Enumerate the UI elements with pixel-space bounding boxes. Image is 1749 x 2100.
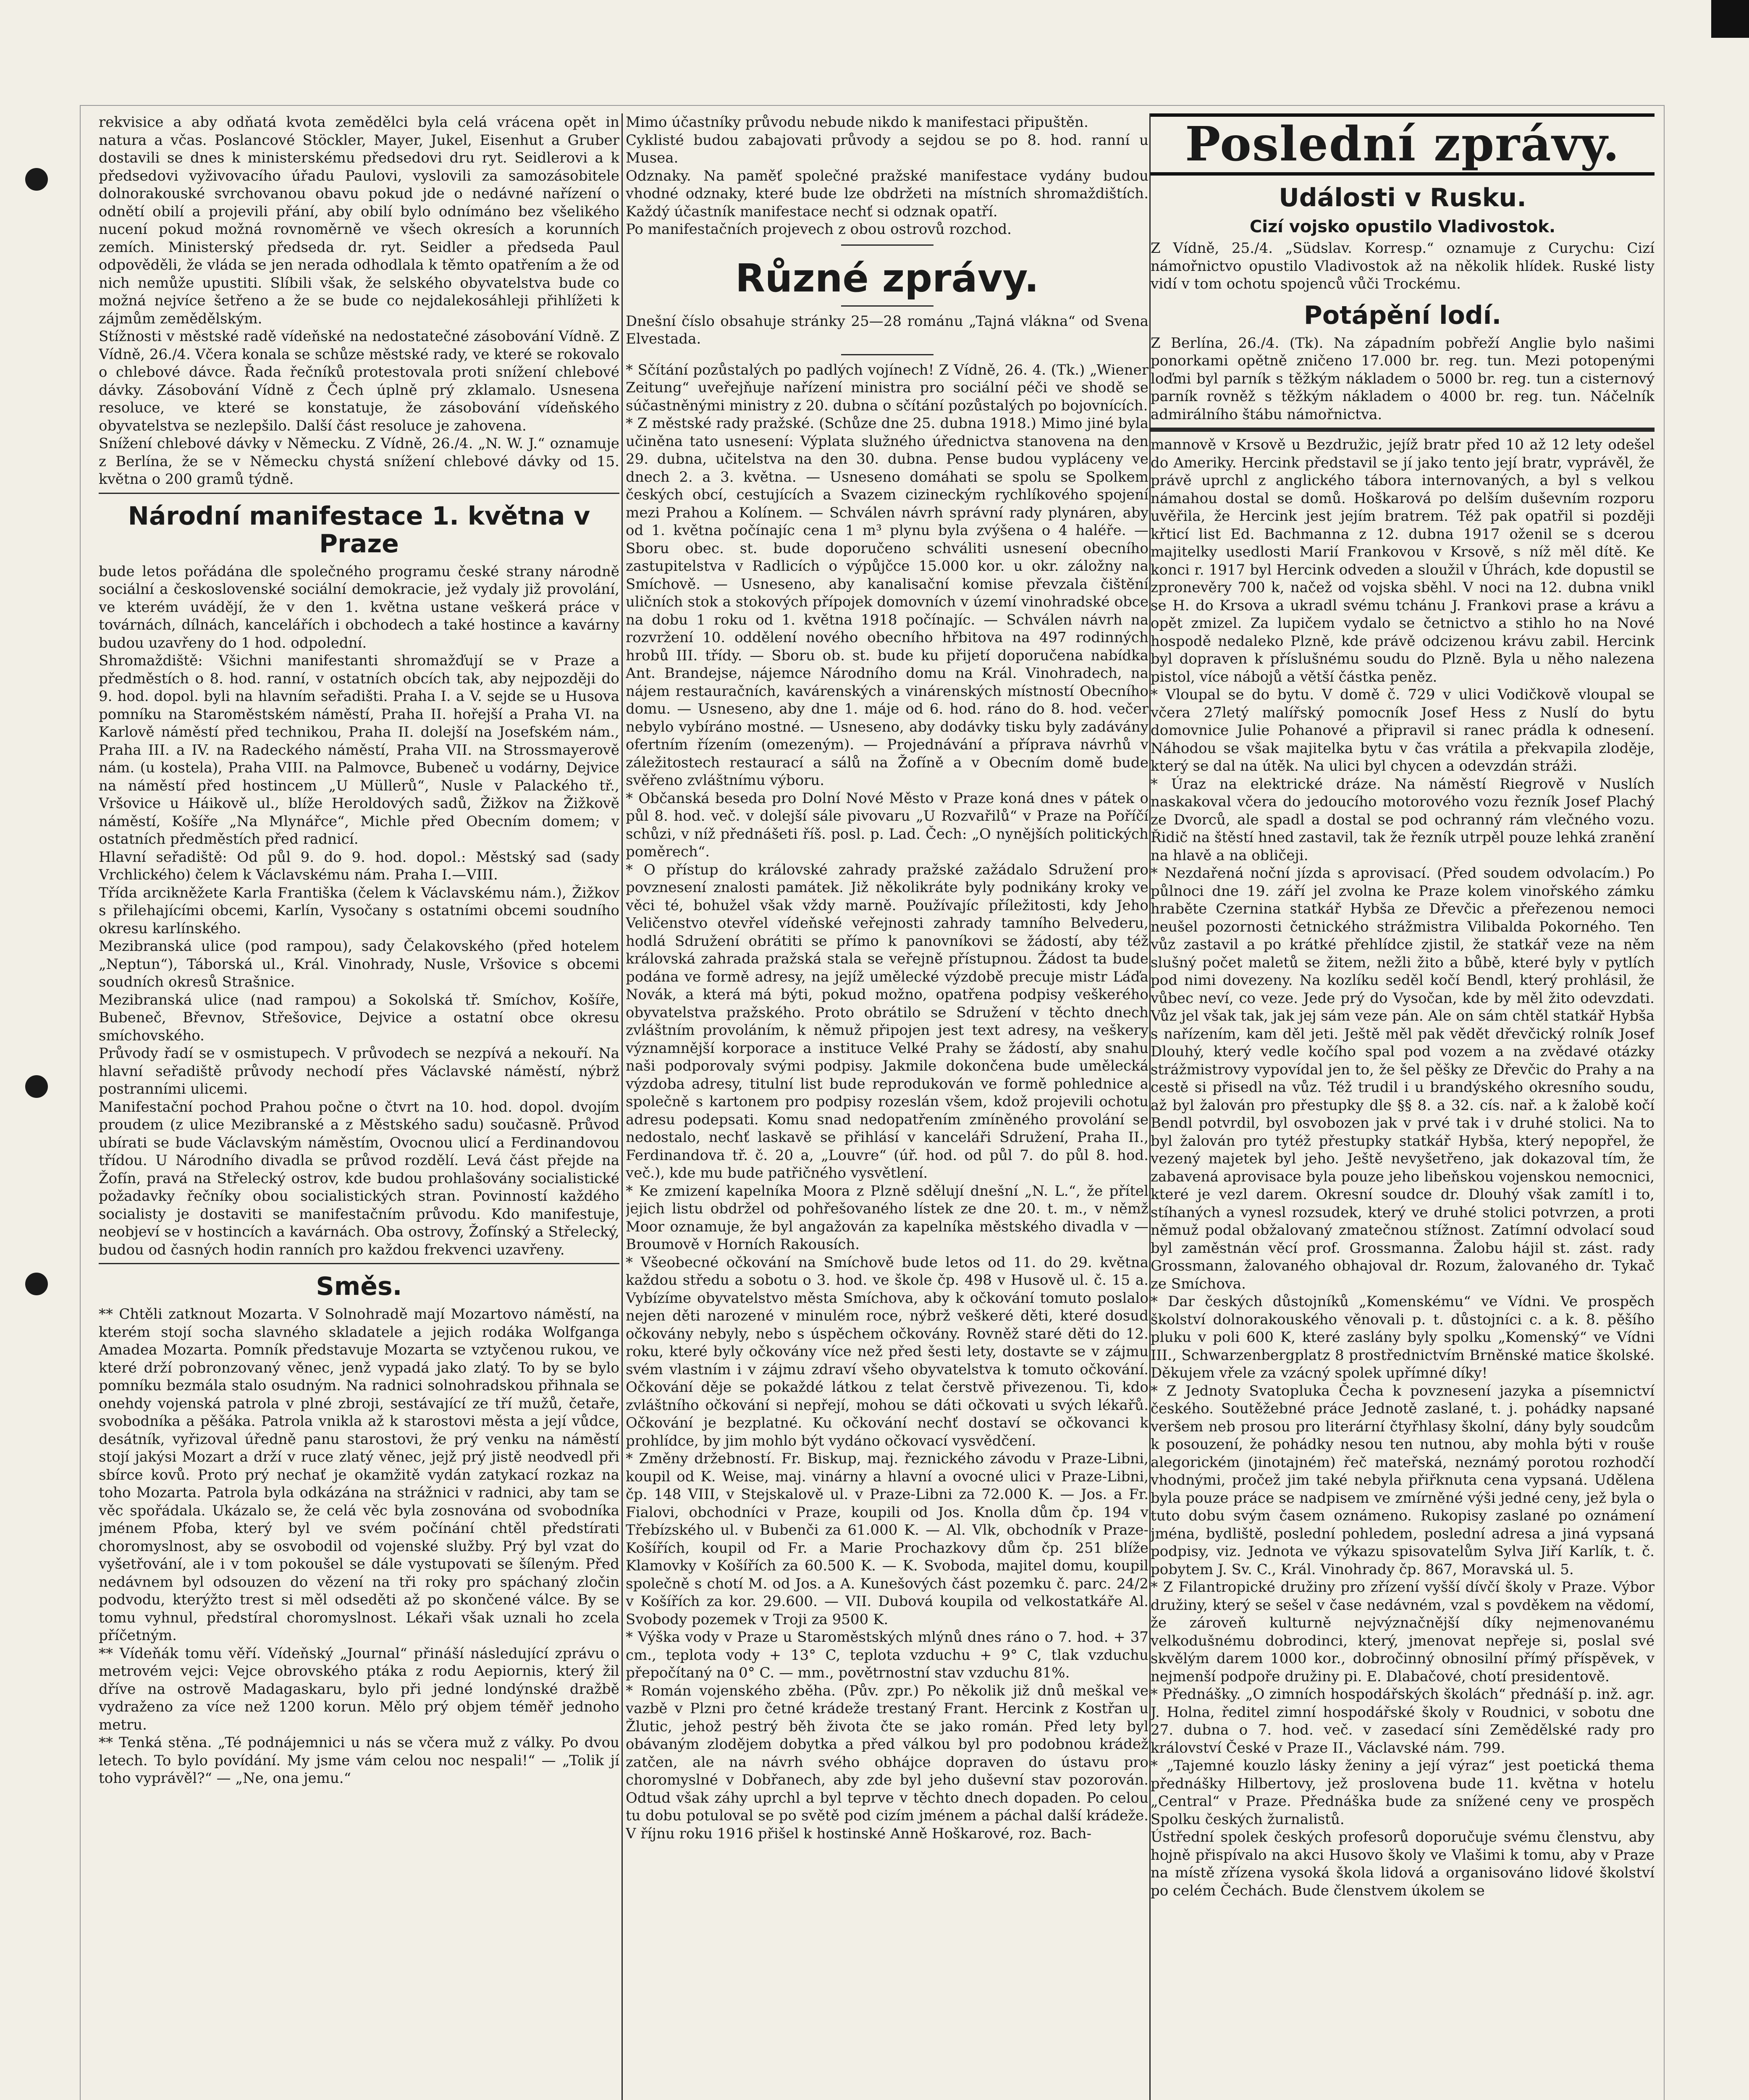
article-text: * Sčítání pozůstalých po padlých vojínech! Z Vídně, 26. 4. (Tk.) „Wiener Zeitung“ uveřejňuje nařízení ministra pro sociální péči ve shodě se súčastněnými ministry z 20. dubna o sčítání pozůstalých po bojovnících. [626, 361, 1149, 414]
article-text: ** Tenká stěna. „Té podnájemnici u nás se včera muž z války. Po dvou letech. To bylo povídání. My jsme vám celou noc nespali!“ — „Tolik jí toho vyprávěl?“ — „Ne, ona jemu.“ [99, 1734, 619, 1787]
masthead-title: Poslední zprávy. [1185, 117, 1620, 172]
article-text: Odznaky. Na paměť společné pražské manifestace vydány budou vhodné odznaky, které bude lze obdržeti na místních shromaždištích. Každý účastník manifestace nechť si odznak opatří. [626, 167, 1149, 220]
article-text: * Román vojenského zběha. (Pův. zpr.) Po několik již dnů meškal ve vazbě v Plzni pro četné krádeže trestaný Frant. Hercink z Kostřan u Žlutic, jehož pestrý běh života čte se jako román. Před lety byl obávaným zlodějem dobytka a před válkou byl pro podobnou krádež zatčen, ale na návrh svého obhájce dopraven do ústavu pro choromyslné v Dobřanech, aby zde byl jeho duševní stav pozorován. Odtud však záhy uprchl a byl teprve v těchto dnech dopaden. Po celou tu dobu potuloval se po světě pod cizím jménem a páchal další krádeže. V říjnu roku 1916 přišel k hostinské Anně Hoškarové, roz. Bach- [626, 1682, 1149, 1842]
article-text: * „Tajemné kouzlo lásky ženiny a její výraz“ jest poetická thema přednášky Hilbertovy, jež proslovena bude 11. května v hotelu „Central“ v Praze. Přednáška bude za snížené ceny ve prospěch Spolku českých žurnalistů. [1151, 1757, 1655, 1828]
divider [1151, 428, 1655, 432]
article-text: bude letos pořádána dle společného programu české strany národně sociální a československé sociální demokracie, jež vydaly již provolání, ve kterém uvádějí, že v den 1. května ustane veškerá práce v továrnách, dílnách, kancelářích i obchodech a také hostince a kavárny budou uzavřeny do 1 hod. odpolední. [99, 563, 619, 651]
article-text: Ústřední spolek českých profesorů doporučuje svému členstvu, aby hojně přispívalo na akci Husovo školy ve Vlašimi k tomu, aby v Praze na místě zřízena vysoká škola lidová a organisováno lidové školství po celém Čechách. Bude členstvem úkolem se [1151, 1829, 1655, 1899]
article-text: Stížnosti v městské radě vídeňské na nedostatečné zásobování Vídně. Z Vídně, 26./4. Včera konala se schůze městské rady, ve které se rokovalo o chlebové dávce. Řada řečníků protestovala proti snížení chlebové dávky. Zásobování Vídně z Čech úplně prý zklamalo. Usnesena resoluce, ve které se konstatuje, že zásobování vídeňského obyvatelstva se nezlepšilo. Další část resoluce je zahovena. [99, 328, 619, 434]
divider [841, 305, 933, 307]
article-text: mannově v Krsově u Bezdružic, jejíž bratr před 10 až 12 lety odešel do Ameriky. Hercink představil se jí jako tento její bratr, vyprávěl, že právě uprchl z anglického tábora internovaných, a byl s velkou námahou dostal se domů. Hoškarová po delším duševním rozporu uvěřila, že Hercink jest jejím bratrem. Též pak opatřil si později křticí list Ed. Bachmanna z 12. dubna 1917 oženil se s dcerou majitelky usedlosti Marií Frankovou v Krsově, s níž měl dítě. Ke konci r. 1917 byl Hercink odveden a sloužil v Úhrách, kde dopustil se zpronevěry 700 k, načež od vojska sběhl. V noci na 12. dubna vnikl se H. do Krsova a ukradl svému tchánu J. Frankovi prase a krávu a opět zmizel. Za lupičem vydalo se četnictvo a stihlo ho na Nové hospodě nedaleko Plzně, kde právě odcizenou krávu zabil. Hercink byl dopraven k příslušnému soudu do Plzně. Byla u něho nalezena pistol, více nábojů a větší částka peněz. [1151, 436, 1655, 685]
headline-potapeni-lodi: Potápění lodí. [1303, 300, 1502, 330]
article-text: Průvody řadí se v osmistupech. V průvodech se nezpívá a nekouří. Na hlavní seřadiště průvody nechodí přes Václavské náměstí, nýbrž postranními ulicemi. [99, 1045, 619, 1097]
divider [841, 244, 933, 246]
divider [99, 493, 619, 494]
article-text: * Ke zmizení kapelníka Moora z Plzně sdělují dnešní „N. L.“, že přítel jejich listu obdržel od pohřešovaného lístek ze dne 20. t. m., v němž Moor oznamuje, že byl angažován za kapelníka městského divadla v — Broumově v Horních Rakousích. [626, 1182, 1149, 1253]
punch-hole [25, 168, 48, 191]
article-text: Manifestační pochod Prahou počne o čtvrt na 10. hod. dopol. dvojím proudem (z ulice Mezibranské a z Městského sadu) současně. Průvod ubírati se bude Václavským náměstím, Ovocnou ulicí a Ferdinandovou třídou. U Národního divadla se průvod rozdělí. Levá část přejde na Žofín, pravá na Střelecký ostrov, kde budou prohlašovány socialistické požadavky řečníky obou socialistických stran. Povinností každého socialisty je dostaviti se manifestačním průvodu. Kdo manifestuje, neobjeví se v hostincích a kavárnách. Oba ostrovy, Žofínský a Střelecký, budou od časných hodin ranních pro každou frekvenci uzavřeny. [99, 1098, 619, 1258]
article-text: * Všeobecné očkování na Smíchově bude letos od 11. do 29. května každou středu a sobotu o 3. hod. ve škole čp. 498 v Husově ul. č. 15 a. Vybízíme obyvatelstvo města Smíchova, aby k očkování tomuto poslalo nejen děti narozené v minulém roce, nýbrž veškeré děti, které dosud očkovány nebyly, nebo s úspěchem očkovány. Rovněž staré děti do 12. roku, které byly očkovány více než před šesti lety, dostavte se v zájmu svém vlastním i v zájmu zdraví všeho obyvatelstva k tomuto očkování. Očkování děje se pokaždé látkou z telat čerstvě přivezenou. Ti, kdo zvláštního očkování si nepřejí, mohou se dáti očkovati u svých lékařů. Očkování je bezplatné. Ku očkování nechť dostaví se očkovanci k prohlídce, by jim mohlo být vydáno očkovací vysvědčení. [626, 1254, 1149, 1449]
column-rule [621, 113, 623, 2100]
article-text: Mimo účastníky průvodu nebude nikdo k manifestaci připuštěn. [626, 114, 1088, 131]
article-text: Mezibranská ulice (pod rampou), sady Čelakovského (před hotelem „Neptun“), Táborská ul., Král. Vinohrady, Nusle, Vršovice s obcemi soudních okresů Strašnice. [99, 938, 619, 990]
article-text: * Úraz na elektrické dráze. Na náměstí Riegrově v Nuslích naskakoval včera do jedoucího motorového vozu řezník Josef Plachý ze Dvorců, ale spadl a dostal se pod ochranný rám vlečného vozu. Řidič na štěstí hned zastavil, tak že řezník utrpěl pouze lehká zranění na hlavě a na obličeji. [1151, 775, 1655, 864]
scan-corner-mark [1711, 0, 1749, 38]
article-text: Shromaždiště: Všichni manifestanti shromažďují se v Praze a předměstích o 8. hod. ranní, v ostatních obcích tak, aby nejpozději do 9. hod. dopol. byli na hlavním seřadišti. Praha I. a V. sejde se u Husova pomníku na Staroměstském náměstí, Praha II. hořejší a Praha VI. na Karlově náměstí před technikou, Praha II. dolejší na Josefském nám., Praha III. a IV. na Radeckého náměstí, Praha VII. na Strossmayerově nám. (u kostela), Praha VIII. na Palmovce, Bubeneč u vodárny, Dejvice na náměstí před hostincem „U Müllerů“, Nusle v Palackého tř., Vršovice u Háikově ul., blíže Heroldových sadů, Žižkov na Žižkově náměstí, Košíře „Na Mlynářce“, Michle před Obecním domem; v ostatních předměstích před radnicí. [99, 652, 619, 848]
headline-ruzne-zpravy: Různé zprávy. [735, 255, 1039, 301]
divider [99, 1263, 619, 1264]
article-text: Cyklisté budou zabajovati průvody a sejdou se po 8. hod. ranní u Musea. [626, 131, 1149, 166]
divider [841, 354, 933, 355]
column-right [1151, 113, 1655, 2100]
column-left [99, 113, 619, 2100]
article-text: * Změny držebností. Fr. Biskup, maj. řeznického závodu v Praze-Libni, koupil od K. Weise, maj. vinárny a hlavní a ovocné ulici v Praze-Libni, čp. 148 VIII, v Stejskalově ul. v Praze-Libni za 72.000 K. — Jos. a Fr. Fialovi, obchodníci v Praze, koupili od Jos. Knolla dům čp. 194 v Třebízského ul. v Bubenči za 61.000 K. — Al. Vlk, obchodník v Praze-Košířích, koupil od Fr. a Marie Prochazkovy dům čp. 251 blíže Klamovky v Košířích za 60.500 K. — K. Svoboda, majitel domu, koupil společně s chotí M. od Jos. a A. Kunešových část pozemku č. parc. 24/2 v Košířích za kor. 29.600. — VII. Dubová koupila od velkostatkáře Al. Svobody pozemek v Troji za 9500 K. [626, 1450, 1149, 1628]
article-text: ** Chtěli zatknout Mozarta. V Solnohradě mají Mozartovo náměstí, na kterém stojí socha slavného skladatele a jejich rodáka Wolfganga Amadea Mozarta. Pomník představuje Mozarta se vztyčenou rukou, ve které drží pobronzovaný věnec, jenž vypadá jako zlatý. To by se bylo pomníku bezmála stalo osudným. Na radnici solnohradskou přihnala se onehdy vojenská patrola v plné zbroji, sestávající ze tří mužů, četaře, svobodníka a pěšáka. Patrola vnikla až k starostovi města a její vůdce, desátník, vyřizoval úředně panu starostovi, že prý venku na náměstí stojí jakýsi Mozart a drží v ruce zlatý věnec, jejž prý jistě neodvedl při sbírce kovů. Proto prý nechať je okamžitě vydán zatykací rozkaz na toho Mozarta. Patrola byla odkázána na strážnici v radnici, aby tam se věc spořádala. Ukázalo se, že celá věc byla zosnována od svobodníka jménem Pfoba, který byl ve svém počínání chtěl předstírati choromyslnost, aby se osvobodil od vojenské služby. Prý byl vzat do vyšetřování, ale i v tom pokoušel se dále vystupovati se šíleným. Před nedávnem byl odsouzen do vězení na tři roky pro spáchaný zločin podvodu, kterýžto trest si měl odseděti až po skončené válce. By se tomu vyhnul, předstíral choromyslnost. Lékaři však uznali ho zcela příčetným. [99, 1306, 619, 1644]
article-text: Snížení chlebové dávky v Německu. Z Vídně, 26./4. „N. W. J.“ oznamuje z Berlína, že se v Německu chystá snížení chlebové dávky od 15. května o 200 gramů týdně. [99, 435, 619, 488]
article-text: * Dar českých důstojníků „Komenskému“ ve Vídni. Ve prospěch školství dolnorakouského věnovali p. t. důstojníci c. a k. 8. pěšího pluku v poli 600 K, které zaslány byly spolku „Komenský“ ve Vídni III., Schwarzenbergplatz 8 prostřednictvím Brněnské matice školské. Děkujem vřele za vzácný spolek upřímné díky! [1151, 1293, 1655, 1381]
article-text: * Občanská beseda pro Dolní Nové Město v Praze koná dnes v pátek o půl 8. hod. več. v dolejší sále pivovaru „U Rozvařilů“ v Praze na Poříčí schůzi, v níž přednášeti říš. posl. p. Lad. Čech: „O nynějších politických poměrech“. [626, 790, 1149, 860]
headline-rusko: Události v Rusku. [1279, 183, 1526, 213]
article-text: Hlavní seřadiště: Od půl 9. do 9. hod. dopol.: Městský sad (sady Vrchlického) čelem k Václavskému nám. Praha I.—VIII. [99, 848, 619, 883]
column-middle [626, 113, 1149, 2100]
punch-hole [25, 1075, 48, 1098]
article-text: Dnešní číslo obsahuje stránky 25—28 románu „Tajná vlákna“ od Svena Elvestada. [626, 312, 1149, 347]
article-text: rekvisice a aby odňatá kvota zemědělci byla celá vrácena opět in natura a včas. Poslancové Stöckler, Mayer, Jukel, Eisenhut a Gruber dostavili se dnes k ministerskému předsedovi dru ryt. Seidlerovi a k předsedovi vyživovacího úřadu Paulovi, vyslovili za samozásobitele dolnorakouské svrchovanou obavu pokud jde o nedávné nařízení o odnětí obilí a projevili přání, aby obilí bylo odnímáno bez všelikého nucení pokud možná rovnoměrně ve všech okresích a korunních zemích. Ministerský předseda dr. ryt. Seidler a předseda Paul odpověděli, že vláda se jen nerada odhodlala k těmto opatřením a že od nich nemůže upustiti. Slíbili však, že selského obyvatelstva bude co možná nejvíce šetřeno a že se bude co nejdalekosáhleji přihlížeti k zájmům zemědělským. [99, 114, 619, 327]
article-text: ** Vídeňák tomu věří. Vídeňský „Journal“ přináší následující zprávu o metrovém vejci: Vejce obrovského ptáka z rodu Aepiornis, který žil dříve na ostrově Madagaskaru, bylo při jedné londýnské dražbě vydraženo za více než 1200 korun. Mělo prý objem téměř jednoho metru. [99, 1645, 619, 1733]
article-text: * Nezdařená noční jízda s aprovisací. (Před soudem odvolacím.) Po půlnoci dne 19. září jel zvolna ke Praze kolem vinořského zámku hraběte Czernina statkář Hybša ze Dřevčic a přeřezenou nemoci neušel pozornosti četnického strážmistra Vilibalda Pokorného. Ten vůz zastavil a po krátké přehlídce zjistil, že statkář veze na něm slušný počet maletů se žitem, nežli žito a bůbě, které byly v pytlích pod nimi dovezeny. Na kozlíku seděl kočí Bendl, který prohlásil, že vůbec neví, co veze. Jede prý do Vysočan, kde by měl žito odevzdati. Vůz jel však tak, jak jej sám veze pán. Ale on sám chtěl statkář Hybša s nařízením, kam děl jeti. Ještě měl pak vědět dřevčický rolník Josef Dlouhý, který vedle kočího spal pod vozem a na zvědavé otázky strážmistrovy vypovídal jen to, že šel pěšky ze Dřevčic do Prahy a na cestě si přisedl na vůz. Též trudil i u brandýského okresního soudu, až byl žalován pro přestupky dle §§ 8. a 32. cís. nař. a k žalobě kočí Bendl potvrdil, byl osvobozen jak v prvé tak i v druhé stolici. Na to byl žalován pro tytéž přestupky statkář Hybša, který nepopřel, že vezený majetek byl jeho. Ještě nevyšetřeno, jak dokazoval tím, že zabavená aprovisace byla pouze jeho libeňskou vojenskou nemocnici, které je vezl darem. Okresní soudce dr. Dlouhý však zamítl i to, stíhaných a vynesl rozsudek, který ve druhé stolici potvrzen, a proti němuž podal obžalovaný zmatečnou stížnost. Zatímní odvolací soud byl zaměstnán věcí prof. Grossmanna. Žalobu hájil st. zást. rady Grossmann, žalovaného obhajoval dr. Rozum, žalovaného dr. Tykač ze Smíchova. [1151, 865, 1655, 1292]
headline-manifestace: Národní manifestace 1. května v Praze [128, 501, 590, 559]
article-text: * Z městské rady pražské. (Schůze dne 25. dubna 1918.) Mimo jiné byla učiněna tato usnesení: Výplata služného úřednictva stanovena na den 29. dubna, učitelstva na den 30. dubna. Pense budou vypláceny ve dnech 2. a 3. května. — Usneseno domáhati se spolu se Spolkem českých obcí, cestujících a Svazem cizineckým rychlíkového spojení mezi Prahou a Kolínem. — Schválen návrh správní rady plynáren, aby od 1. května počínajíc cena 1 m³ plynu byla zvýšena o 4 haléře. — Sboru obec. st. bude doporučeno schváliti usnesení obecního zastupitelstva v Radlicích o výpůjčce 15.000 kor. u okr. záložny na Smíchově. — Usneseno, aby kanalisační komise převzala čištění uličních stok a stokových přípojek domovních v území vinohradské obce na dobu 1 roku od 1. května 1918 počínajíc. — Schválen návrh na rozvržení 10. oddělení nového obecního hřbitova na 497 rodinných hrobů III. třídy. — Sboru ob. st. bude ku přijetí doporučena nabídka Ant. Brandejse, nájemce Národního domu na Král. Vinohradech, na nájem restauračních, kavárenských a vinárenských místností Obecního domu. — Usneseno, aby dne 1. máje od 6. hod. ráno do 8. hod. večer nebylo vybíráno mostné. — Usneseno, aby dodávky tisku byly zadávány ofertním řízením (omezeným). — Projednávání a příprava návrhů v záležitostech restaurací a sálů na Žofíně a v Obecním domě bude svěřeno zvláštnímu výboru. [626, 415, 1149, 789]
article-text: Z Vídně, 25./4. „Südslav. Korresp.“ oznamuje z Curychu: Cizí námořnictvo opustilo Vladivostok až na několik hlídek. Ruské listy vidí v tom ochotu spojenců vůči Trockému. [1151, 240, 1655, 292]
article-text: * Výška vody v Praze u Staroměstských mlýnů dnes ráno o 7. hod. + 37 cm., teplota vody + 13° C, teplota vzduchu + 9° C, tlak vzduchu přepočítaný na 0° C. — mm., povětrnostní stav vzduchu 81%. [626, 1629, 1149, 1681]
article-text: * Z Filantropické družiny pro zřízení vyšší dívčí školy v Praze. Výbor družiny, který se sešel v čase nedávném, vzal s povděkem na vědomí, že zároveň kulturně nejvýznačnější díky nejmenovanému velkodušnému dobrodinci, který, jmenovat nepřeje si, poslal své skvělým darem 1000 kor., dobročinný obnosilní přímý příspěvek, v nejmenší podpoře družiny pi. E. Dlabačové, chotí presidentově. [1151, 1579, 1655, 1685]
article-text: * O přístup do královské zahrady pražské zažádalo Sdružení pro povznesení znalosti památek. Již několikráte byly podnikány kroky ve věci té, bohužel však vždy marně. Používajíc příležitosti, kdy Jeho Veličenstvo otevřel vídeňské veřejnosti zahrady tamního Belvederu, hodlá Sdružení obrátiti se přímo k panovníkovi se žádostí, aby též královská zahrada pražská stala se veřejně přístupnou. Žádost ta bude podána ve formě adresy, na jejíž umělecké výzdobě precuje mistr Láďa Novák, a která má býti, pokud možno, opatřena podpisy veškerého obyvatelstva pražského. Proto obrátilo se Sdružení v těchto dnech zvláštním provoláním, k němuž připojen jest text adresy, na veškery významnější korporace a instituce Velké Prahy se žádostí, aby snahu naši podporovaly svými podpisy. Jakmile dokončena bude umělecká výzdoba adresy, titulní list bude reprodukován ve formě pohlednice a společně s kartonem pro podpisy rozeslán všem, kdož projevili ochotu adresu podepsati. Komu snad nedopatřením zmíněného provolání se nedostalo, nechť laskavě se přihlásí v kanceláři Sdružení, Praha II., Ferdinandova tř. č. 20 a, „Louvre“ (úř. hod. od půl 7. do půl 8. hod. več.), kde mu bude patřičného vysvětlení. [626, 861, 1149, 1181]
punch-hole [25, 1273, 48, 1295]
article-text: Třída arcikněžete Karla Františka (čelem k Václavskému nám.), Žižkov s přilehajícími obcemi, Karlín, Vysočany s ostatními obcemi soudního okresu karlínského. [99, 884, 619, 937]
article-text: Z Berlína, 26./4. (Tk). Na západním pobřeží Anglie bylo našimi ponorkami opětně zničeno 17.000 br. reg. tun. Mezi potopenými loďmi byl parník s těžkým nákladem o 5000 br. reg. tun a cisternový parník rovněž s těžkým nákladem o 4000 br. reg. tun. Náčelník admirálního štábu námořnictva. [1151, 334, 1655, 423]
article-text: * Z Jednoty Svatopluka Čecha k povznesení jazyka a písemnictví českého. Soutěžebné práce Jednotě zaslané, t. j. pohádky napsané veršem neb prosou pro literární čtyřhlasy školní, dány byly soudcům k posouzení, že pohádky nesou ten nutnou, aby mohla býti v rouše alegorickém (jinotajném) řeč mateřská, neznámý porotou rozhodčí vhodnými, pročež jim také nebyla přiřknuta cena vypsaná. Udělena byla pouze práce se nadpisem ve zmírněné výši jedné ceny, jež byla o tuto dobu svým časem oznámeno. Rukopisy zaslané po oznámení jména, bydliště, poslední pohledem, poslední adresa a jiná vypsaná podpisy, viz. Jednota ve výkazu spisovatelům Sylva Jiří Karlík, t. č. pobytem J. Sv. C., Král. Vinohrady čp. 867, Moravská ul. 5. [1151, 1382, 1655, 1578]
article-text: * Vloupal se do bytu. V domě č. 729 v ulici Vodičkově vloupal se včera 27letý malířský pomocník Josef Hess z Nuslí do bytu domovnice Julie Pohanové a připravil si ranec prádla k odnesení. Náhodou se však majitelka bytu v čas vrátila a překvapila zloděje, který se dal na útěk. Na ulici byl chycen a odevzdán stráži. [1151, 686, 1655, 774]
article-text: Mezibranská ulice (nad rampou) a Sokolská tř. Smíchov, Košíře, Bubeneč, Břevnov, Střešovice, Dejvice a ostatní obce okresu smíchovského. [99, 991, 619, 1044]
subheadline-vladivostok: Cizí vojsko opustilo Vladivostok. [1249, 217, 1556, 236]
article-text: * Přednášky. „O zimních hospodářských školách“ přednáší p. inž. agr. J. Holna, ředitel zimní hospodářské školy v Roudnici, v sobotu dne 27. dubna o 7. hod. več. v zasedací síni Zemědělské rady pro království České v Praze II., Václavské nám. 799. [1151, 1686, 1655, 1756]
headline-smes: Směs. [316, 1272, 402, 1301]
article-text: Po manifestačních projevech z obou ostrovů rozchod. [626, 221, 1012, 238]
section-masthead [1151, 113, 1655, 176]
